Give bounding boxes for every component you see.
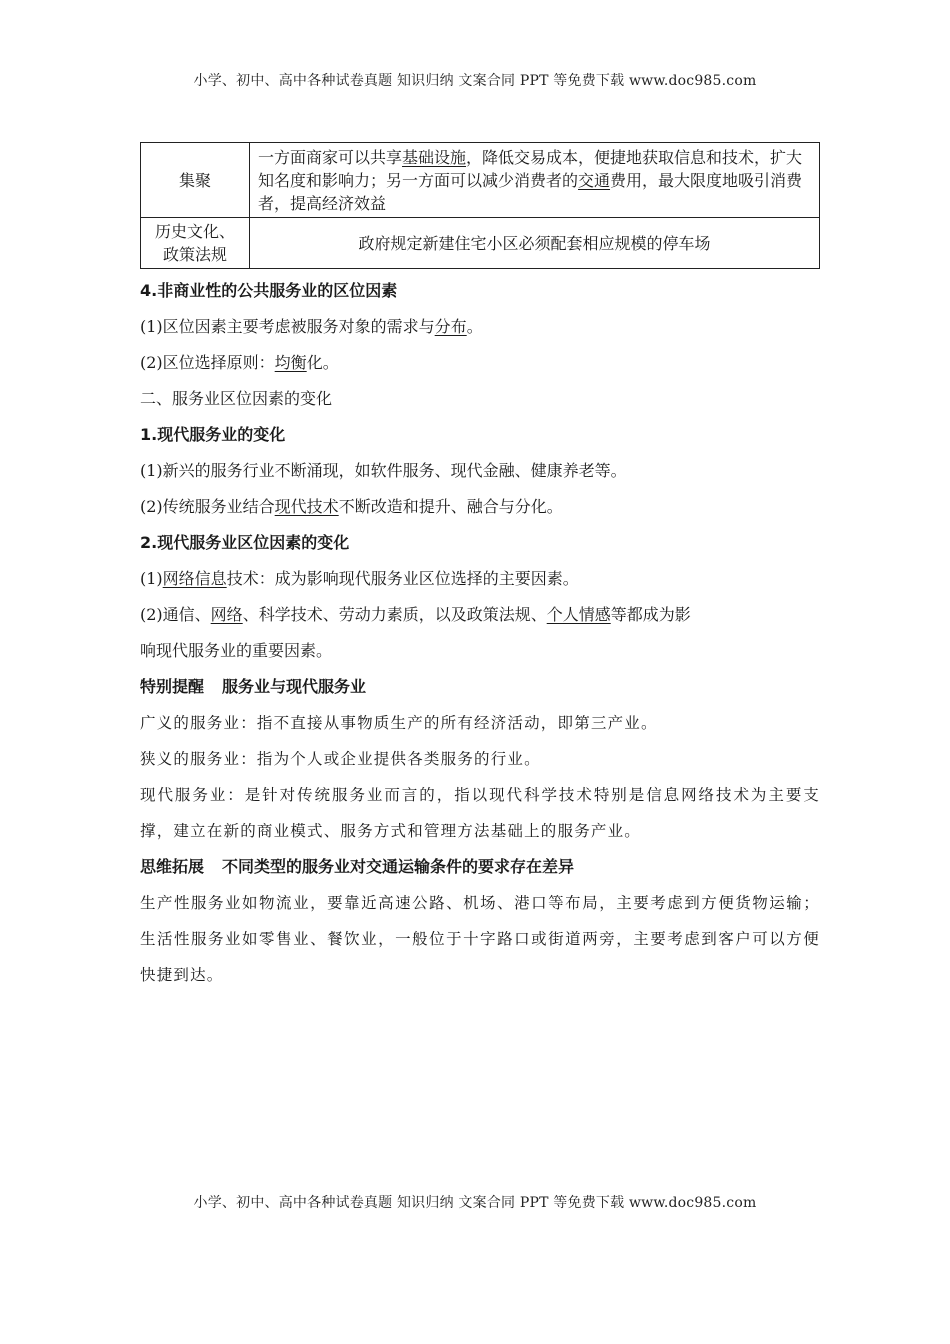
document-body bbox=[140, 142, 820, 993]
underlined-answer: 现代技术 bbox=[274, 497, 339, 516]
tip-line: 现代服务业：是针对传统服务业而言的，指以现代科学技术特别是信息网络技术为主要支撑，建立在新的商业模式、服务方式和管理方法基础上的服务产业。 bbox=[140, 786, 820, 840]
table-row bbox=[141, 143, 820, 218]
table-key-cell: 历史文化、政策法规 bbox=[141, 218, 250, 269]
paragraph: (1)网络信息技术：成为影响现代服务业区位选择的主要因素。 bbox=[140, 569, 579, 588]
paragraph: (2)传统服务业结合现代技术不断改造和提升、融合与分化。 bbox=[140, 497, 563, 516]
underlined-answer: 个人情感 bbox=[546, 605, 611, 624]
paragraph: (2)通信、网络、科学技术、劳动力素质，以及政策法规、个人情感等都成为影 bbox=[140, 605, 691, 624]
underlined-answer: 分布 bbox=[434, 317, 467, 336]
paragraph: (1)新兴的服务行业不断涌现，如软件服务、现代金融、健康养老等。 bbox=[140, 461, 627, 480]
extension-heading: 思维拓展 不同类型的服务业对交通运输条件的要求存在差异 bbox=[140, 857, 575, 876]
section-heading: 1.现代服务业的变化 bbox=[140, 425, 286, 444]
table-key-cell: 集聚 bbox=[141, 143, 250, 218]
location-factors-table bbox=[140, 142, 820, 269]
tip-line: 狭义的服务业：指为个人或企业提供各类服务的行业。 bbox=[140, 750, 541, 768]
paragraph: 响现代服务业的重要因素。 bbox=[140, 641, 333, 660]
page-footer: 小学、初中、高中各种试卷真题 知识归纳 文案合同 PPT 等免费下载 www.doc985.com bbox=[193, 1195, 757, 1211]
underlined-answer: 基础设施 bbox=[402, 147, 467, 167]
underlined-answer: 网络信息 bbox=[162, 569, 227, 588]
paragraph: (2)区位选择原则：均衡化。 bbox=[140, 353, 339, 372]
extension-body: 生产性服务业如物流业，要靠近高速公路、机场、港口等布局，主要考虑到方便货物运输；生活性服务业如零售业、餐饮业，一般位于十字路口或街道两旁，主要考虑到客户可以方便快捷到达。 bbox=[140, 894, 820, 984]
table-value-cell: 一方面商家可以共享基础设施，降低交易成本，便捷地获取信息和技术，扩大知名度和影响力；另一方面可以减少消费者的交通费用，最大限度地吸引消费者，提高经济效益 bbox=[250, 143, 820, 218]
tip-heading: 特别提醒 服务业与现代服务业 bbox=[140, 677, 367, 696]
page-header: 小学、初中、高中各种试卷真题 知识归纳 文案合同 PPT 等免费下载 www.doc985.com bbox=[193, 73, 757, 89]
table-value-cell: 政府规定新建住宅小区必须配套相应规模的停车场 bbox=[250, 218, 820, 269]
underlined-answer: 网络 bbox=[210, 605, 243, 624]
section-heading: 2.现代服务业区位因素的变化 bbox=[140, 533, 350, 552]
tip-line: 广义的服务业：指不直接从事物质生产的所有经济活动，即第三产业。 bbox=[140, 714, 658, 732]
table-row bbox=[141, 218, 820, 269]
section-heading: 4.非商业性的公共服务业的区位因素 bbox=[140, 281, 398, 300]
paragraph: (1)区位因素主要考虑被服务对象的需求与分布。 bbox=[140, 317, 483, 336]
underlined-answer: 均衡 bbox=[274, 353, 307, 372]
part-heading: 二、服务业区位因素的变化 bbox=[140, 389, 333, 408]
underlined-answer: 交通 bbox=[578, 170, 611, 190]
